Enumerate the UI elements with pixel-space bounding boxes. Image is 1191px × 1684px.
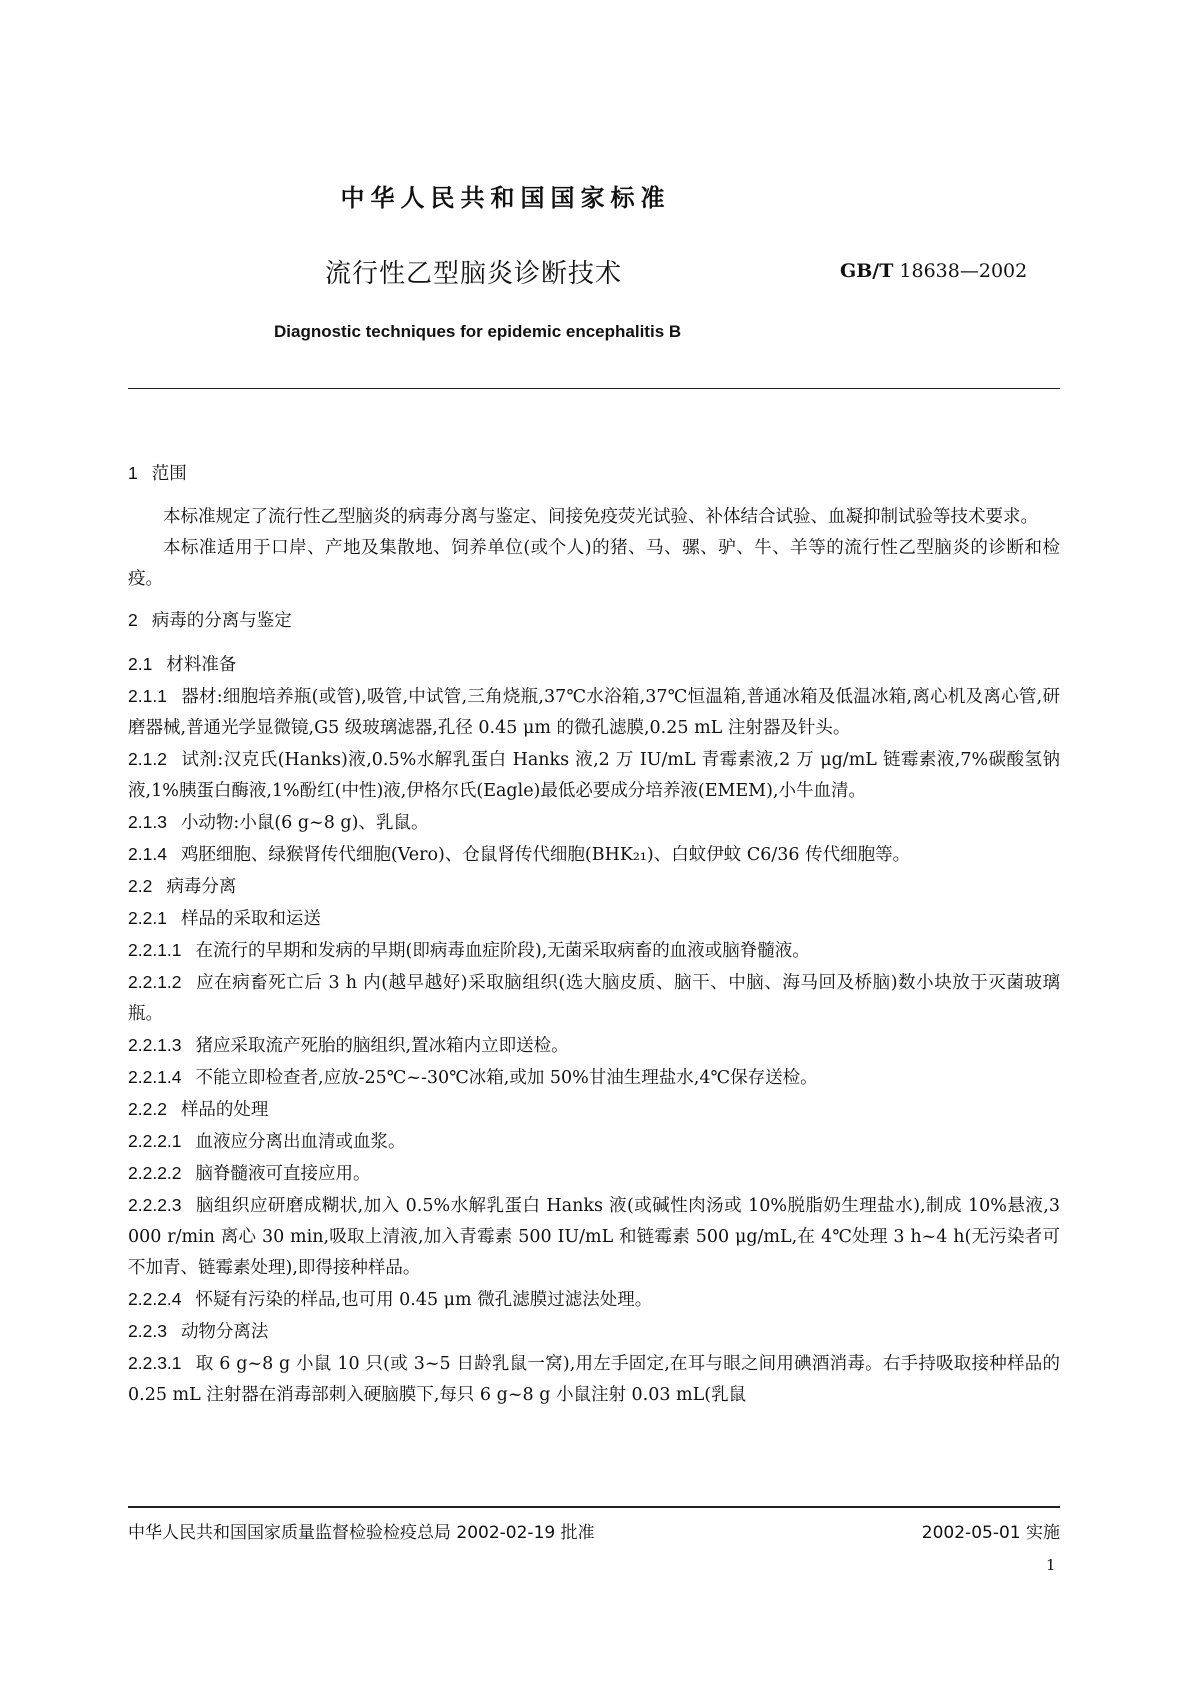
clause-item: [128, 935, 1060, 967]
clause-number: 2.2.1.2: [128, 972, 182, 992]
page-number: 1: [1046, 1556, 1056, 1574]
clause-item: [128, 871, 1060, 903]
clause-text: 病毒分离: [166, 877, 237, 897]
clause-item: [128, 744, 1060, 807]
clause-text: 脑脊髓液可直接应用。: [195, 1164, 371, 1184]
footer-rule: [128, 1506, 1060, 1508]
clause-item: [128, 839, 1060, 871]
footer: [128, 1518, 1060, 1543]
document-title: 流行性乙型脑炎诊断技术: [325, 259, 623, 289]
clause-item: [128, 681, 1060, 744]
clause-number: 2.2.2: [128, 1099, 167, 1119]
clause-item: [128, 1284, 1060, 1316]
clause-text: 病毒的分离与鉴定: [151, 611, 292, 631]
clause-item: [128, 1190, 1060, 1284]
clause-item: [128, 1126, 1060, 1158]
clause-text: 材料准备: [166, 655, 237, 675]
approval-text: 中华人民共和国国家质量监督检验检疫总局 2002-02-19 批准: [128, 1523, 595, 1543]
clause-number: 2.2.3.1: [128, 1353, 182, 1373]
clause-text: 猪应采取流产死胎的脑组织,置冰箱内立即送检。: [195, 1036, 569, 1056]
clause-number: 2.1: [128, 654, 153, 674]
clause-number: 2.2.2.4: [128, 1289, 182, 1309]
clause-item: [128, 1094, 1060, 1126]
clause-text: 脑组织应研磨成糊状,加入 0.5%水解乳蛋白 Hanks 液(或碱性肉汤或 10%脱脂奶生理盐水),制成 10%悬液,3 000 r/min 离心 30 min,吸取上清液,加入青霉素 500 IU/mL 和链霉素 500 μg/mL,在 4℃处理 3 h~4 h(无污染者可不加青、链霉素处理),即得接种样品。: [128, 1196, 1060, 1278]
clause-number: 2.2.2.3: [128, 1195, 182, 1215]
clause-item: [128, 1030, 1060, 1062]
clause-text: 血液应分离出血清或血浆。: [195, 1132, 406, 1152]
standard-header-text: 中华人民共和国国家标准: [340, 184, 671, 212]
section-heading: [128, 458, 1060, 490]
header-rule: [128, 388, 1060, 389]
clause-item: [128, 649, 1060, 681]
clause-number: 2: [128, 610, 138, 630]
effective-date: 2002-05-01 实施: [921, 1523, 1060, 1543]
clause-number: 1: [128, 463, 138, 483]
standard-code: [840, 260, 1027, 282]
clause-text: 应在病畜死亡后 3 h 内(越早越好)采取脑组织(选大脑皮质、脑干、中脑、海马回及桥脑)数小块放于灭菌玻璃瓶。: [128, 973, 1060, 1024]
clause-text: 器材:细胞培养瓶(或管),吸管,中试管,三角烧瓶,37℃水浴箱,37℃恒温箱,普通冰箱及低温冰箱,离心机及离心管,研磨器械,普通光学显微镜,G5 级玻璃滤器,孔径 0.45 μm 的微孔滤膜,0.25 mL 注射器及针头。: [128, 687, 1060, 738]
clause-text: 动物分离法: [180, 1322, 269, 1342]
clause-text: 怀疑有污染的样品,也可用 0.45 μm 微孔滤膜过滤法处理。: [195, 1290, 653, 1310]
clause-text: 鸡胚细胞、绿猴肾传代细胞(Vero)、仓鼠肾传代细胞(BHK₂₁)、白蚊伊蚊 C6/36 传代细胞等。: [180, 845, 911, 865]
clause-text: 试剂:汉克氏(Hanks)液,0.5%水解乳蛋白 Hanks 液,2 万 IU/mL 青霉素液,2 万 μg/mL 链霉素液,7%碳酸氢钠液,1%胰蛋白酶液,1%酚红(中性)液,伊格尔氏(Eagle)最低必要成分培养液(EMEM),小牛血清。: [128, 750, 1060, 801]
clause-number: 2.2: [128, 876, 153, 896]
clause-item: [128, 807, 1060, 839]
clause-number: 2.1.2: [128, 749, 167, 769]
clause-number: 2.2.3: [128, 1321, 167, 1341]
clause-number: 2.2.1.3: [128, 1035, 182, 1055]
clause-number: 2.2.1: [128, 908, 167, 928]
clause-number: 2.2.2.1: [128, 1131, 182, 1151]
clause-item: [128, 903, 1060, 935]
clause-number: 2.2.1.1: [128, 940, 182, 960]
document-body: [128, 448, 1060, 1411]
code-number: 18638—2002: [899, 260, 1028, 282]
clause-number: 2.2.1.4: [128, 1067, 182, 1087]
clause-text: 在流行的早期和发病的早期(即病毒血症阶段),无菌采取病畜的血液或脑脊髓液。: [195, 941, 810, 961]
clause-number: 2.2.2.2: [128, 1163, 182, 1183]
english-title: Diagnostic techniques for epidemic encephalitis B: [274, 322, 682, 341]
section-heading: [128, 605, 1060, 637]
clause-number: 2.1.3: [128, 812, 167, 832]
clause-text: 样品的处理: [180, 1100, 269, 1120]
code-prefix: GB/T: [840, 260, 894, 282]
clause-text: 小动物:小鼠(6 g~8 g)、乳鼠。: [180, 813, 429, 833]
clause-text: 样品的采取和运送: [180, 909, 321, 929]
clause-text: 不能立即检查者,应放-25℃~-30℃冰箱,或加 50%甘油生理盐水,4℃保存送检。: [195, 1068, 818, 1088]
standard-header: [0, 178, 1191, 213]
clause-number: 2.1.1: [128, 686, 167, 706]
clause-item: [128, 967, 1060, 1030]
clause-item: [128, 1062, 1060, 1094]
clause-item: [128, 1348, 1060, 1411]
clause-text: 范围: [151, 464, 187, 484]
paragraph: 本标准适用于口岸、产地及集散地、饲养单位(或个人)的猪、马、骡、驴、牛、羊等的流行性乙型脑炎的诊断和检疫。: [128, 538, 1060, 589]
paragraph: 本标准规定了流行性乙型脑炎的病毒分离与鉴定、间接免疫荧光试验、补体结合试验、血凝抑制试验等技术要求。: [163, 507, 1038, 527]
clause-item: [128, 1158, 1060, 1190]
clause-number: 2.1.4: [128, 844, 167, 864]
clause-text: 取 6 g~8 g 小鼠 10 只(或 3~5 日龄乳鼠一窝),用左手固定,在耳与眼之间用碘酒消毒。右手持吸取接种样品的 0.25 mL 注射器在消毒部刺入硬脑膜下,每只 6 g~8 g 小鼠注射 0.03 mL(乳鼠: [128, 1354, 1060, 1405]
clause-item: [128, 1316, 1060, 1348]
